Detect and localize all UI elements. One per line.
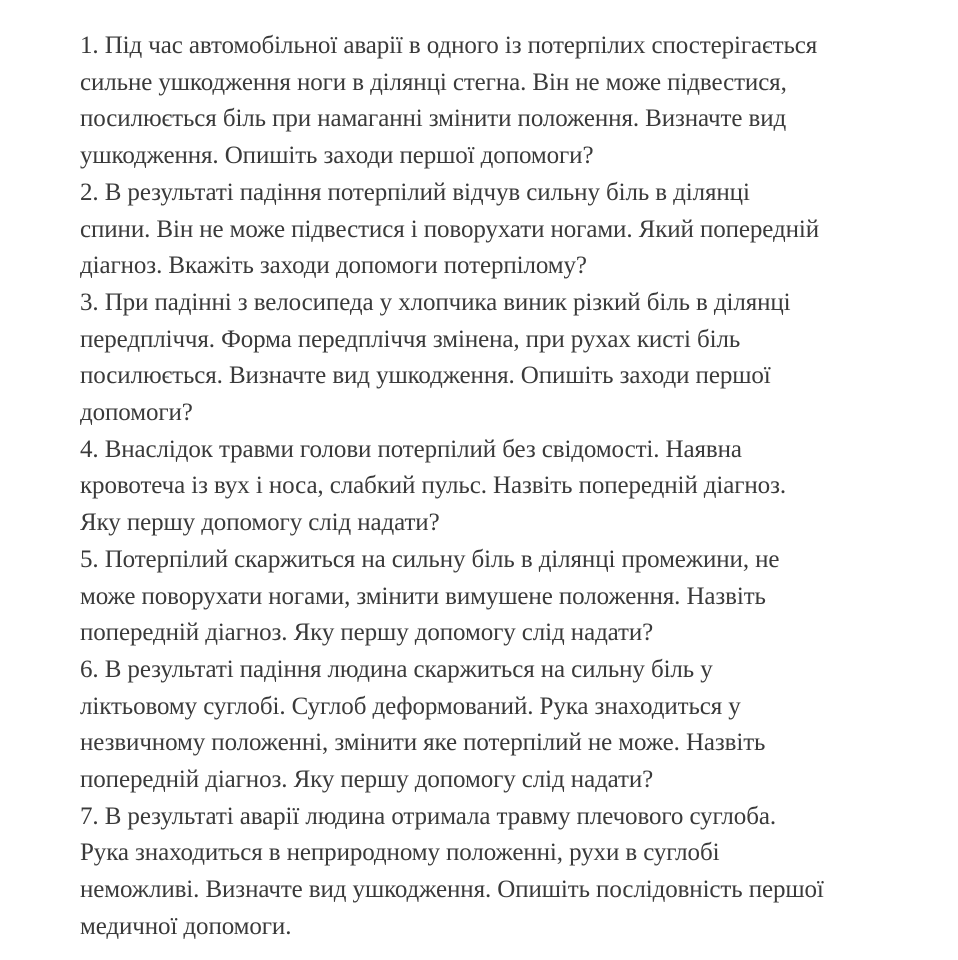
question-line: посилюється. Визначте вид ушкодження. Опишіть заходи першої	[80, 362, 771, 390]
question-4	[80, 432, 940, 542]
question-list	[80, 28, 940, 946]
question-line: ліктьовому суглобі. Суглоб деформований. Рука знаходиться у	[80, 692, 741, 720]
question-line: неможливі. Визначте вид ушкодження. Опишіть послідовність першої	[80, 876, 824, 904]
question-line: 2. В результаті падіння потерпілий відчув сильну біль в ділянці	[80, 178, 750, 206]
question-line: попередній діагноз. Яку першу допомогу слід надати?	[80, 619, 654, 647]
question-line: Рука знаходиться в неприродному положенні, рухи в суглобі	[80, 839, 720, 867]
question-line: сильне ушкодження ноги в ділянці стегна. Він не може підвестися,	[80, 68, 787, 96]
question-line: Яку першу допомогу слід надати?	[80, 509, 440, 537]
question-line: попередній діагноз. Яку першу допомогу слід надати?	[80, 766, 654, 794]
question-line: 6. В результаті падіння людина скаржиться на сильну біль у	[80, 655, 713, 683]
question-2	[80, 175, 940, 285]
question-line: 3. При падінні з велосипеда у хлопчика виник різкий біль в ділянці	[80, 288, 791, 316]
question-line: 1. Під час автомобільної аварії в одного із потерпілих спостерігається	[80, 32, 818, 59]
question-6	[80, 652, 940, 799]
question-5	[80, 542, 940, 652]
question-3	[80, 285, 940, 432]
question-line: 7. В результаті аварії людина отримала травму плечового суглоба.	[80, 802, 776, 830]
question-line: може поворухати ногами, змінити вимушене положення. Назвіть	[80, 582, 766, 610]
question-line: допомоги?	[80, 399, 193, 427]
question-line: незвичному положенні, змінити яке потерпілий не може. Назвіть	[80, 729, 766, 757]
question-line: медичної допомоги.	[80, 912, 292, 940]
question-line: спини. Він не може підвестися і поворухати ногами. Який попередній	[80, 215, 819, 243]
question-line: посилюється біль при намаганні змінити положення. Визначте вид	[80, 105, 787, 133]
question-line: передпліччя. Форма передпліччя змінена, при рухах кисті біль	[80, 325, 741, 353]
question-line: 5. Потерпілий скаржиться на сильну біль в ділянці промежини, не	[80, 545, 780, 573]
question-7	[80, 799, 940, 946]
question-1	[80, 28, 940, 175]
question-line: 4. Внаслідок травми голови потерпілий без свідомості. Наявна	[80, 435, 742, 463]
question-line: діагноз. Вкажіть заходи допомоги потерпілому?	[80, 252, 587, 280]
question-line: ушкодження. Опишіть заходи першої допомоги?	[80, 142, 594, 170]
question-line: кровотеча із вух і носа, слабкий пульс. Назвіть попередній діагноз.	[80, 472, 786, 500]
